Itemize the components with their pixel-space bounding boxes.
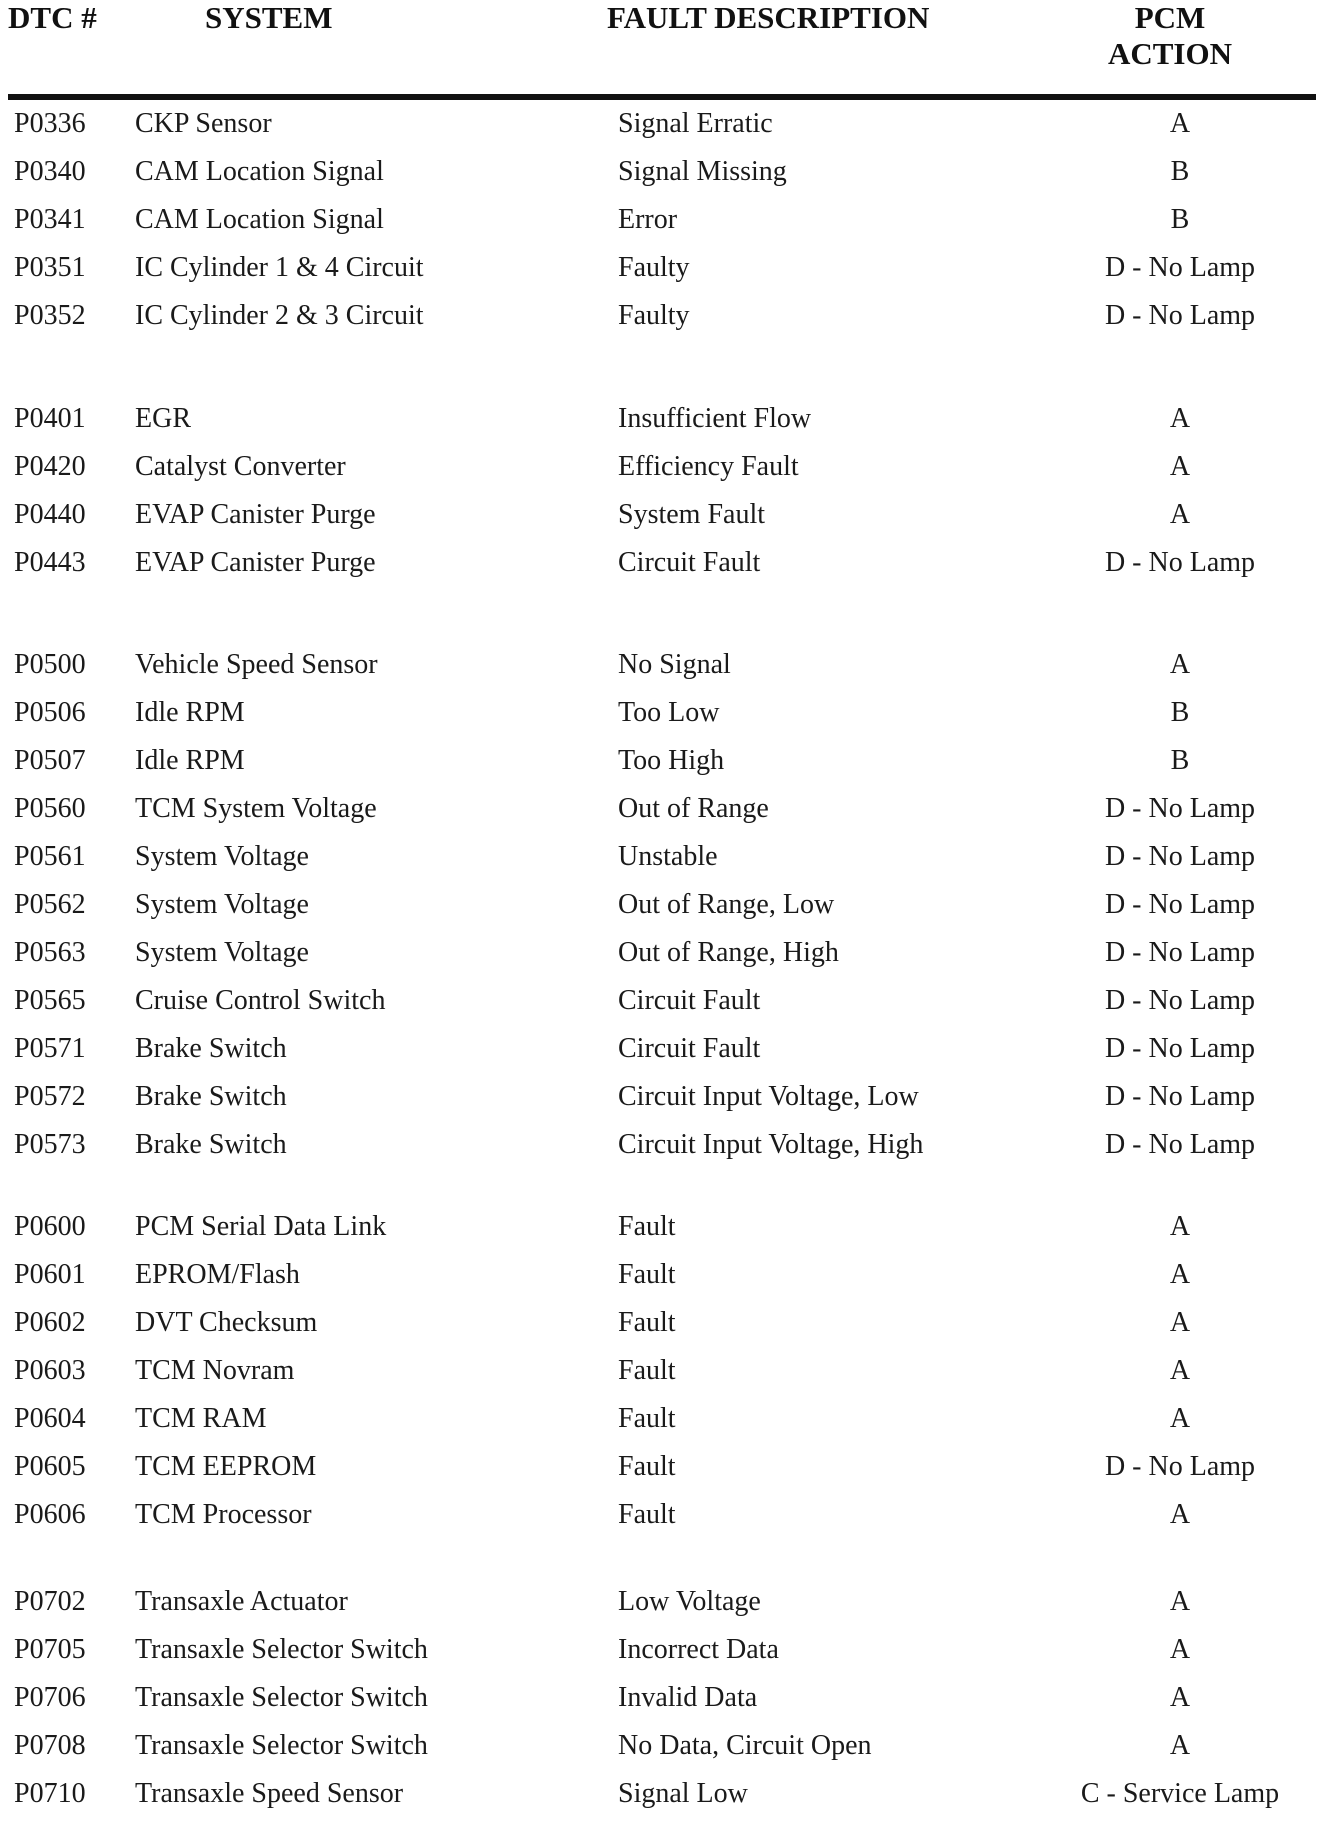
pcm-action: C - Service Lamp bbox=[1080, 1778, 1280, 1809]
fault-description: Error bbox=[618, 204, 678, 235]
fault-description: Signal Low bbox=[618, 1778, 748, 1809]
fault-description: Low Voltage bbox=[618, 1586, 761, 1617]
table-row bbox=[0, 397, 1328, 441]
pcm-action: D - No Lamp bbox=[1104, 841, 1256, 872]
fault-description: Insufficient Flow bbox=[618, 403, 812, 434]
system-name: TCM Processor bbox=[135, 1499, 312, 1530]
dtc-code: P0562 bbox=[14, 889, 86, 920]
pcm-action: D - No Lamp bbox=[1104, 889, 1256, 920]
table-row bbox=[0, 1301, 1328, 1345]
pcm-action: A bbox=[1169, 649, 1191, 680]
fault-description: Circuit Input Voltage, Low bbox=[618, 1081, 919, 1112]
pcm-action: A bbox=[1169, 108, 1191, 139]
dtc-code: P0601 bbox=[14, 1259, 86, 1290]
table-row bbox=[0, 931, 1328, 975]
dtc-code: P0506 bbox=[14, 697, 86, 728]
table-row bbox=[0, 643, 1328, 687]
pcm-action: D - No Lamp bbox=[1104, 1129, 1256, 1160]
system-name: Brake Switch bbox=[135, 1081, 287, 1112]
table-row bbox=[0, 739, 1328, 783]
pcm-action: A bbox=[1169, 1586, 1191, 1617]
dtc-code: P0604 bbox=[14, 1403, 86, 1434]
table-row bbox=[0, 294, 1328, 338]
dtc-code: P0401 bbox=[14, 403, 86, 434]
table-row bbox=[0, 1205, 1328, 1249]
system-name: Transaxle Selector Switch bbox=[135, 1730, 428, 1761]
system-name: PCM Serial Data Link bbox=[135, 1211, 387, 1242]
fault-description: Fault bbox=[618, 1499, 676, 1530]
dtc-code: P0572 bbox=[14, 1081, 86, 1112]
dtc-code: P0500 bbox=[14, 649, 86, 680]
table-row bbox=[0, 979, 1328, 1023]
pcm-action: D - No Lamp bbox=[1104, 1451, 1256, 1482]
dtc-code: P0705 bbox=[14, 1634, 86, 1665]
dtc-code: P0573 bbox=[14, 1129, 86, 1160]
fault-description: Fault bbox=[618, 1451, 676, 1482]
system-name: CKP Sensor bbox=[135, 108, 272, 139]
fault-description: Circuit Fault bbox=[618, 985, 761, 1016]
table-row bbox=[0, 150, 1328, 194]
dtc-code: P0440 bbox=[14, 499, 86, 530]
pcm-action: D - No Lamp bbox=[1104, 1081, 1256, 1112]
table-row bbox=[0, 1445, 1328, 1489]
system-name: EPROM/Flash bbox=[135, 1259, 300, 1290]
table-row bbox=[0, 445, 1328, 489]
dtc-code: P0605 bbox=[14, 1451, 86, 1482]
fault-description: Fault bbox=[618, 1307, 676, 1338]
system-name: Brake Switch bbox=[135, 1129, 287, 1160]
system-name: Idle RPM bbox=[135, 745, 245, 776]
system-name: CAM Location Signal bbox=[135, 204, 384, 235]
pcm-action: A bbox=[1169, 1730, 1191, 1761]
system-name: Brake Switch bbox=[135, 1033, 287, 1064]
pcm-action: B bbox=[1170, 204, 1190, 235]
table-row bbox=[0, 1676, 1328, 1720]
column-header-pcm-line2: ACTION bbox=[1107, 36, 1232, 71]
dtc-code: P0571 bbox=[14, 1033, 86, 1064]
dtc-code: P0561 bbox=[14, 841, 86, 872]
fault-description: Incorrect Data bbox=[618, 1634, 779, 1665]
fault-description: Invalid Data bbox=[618, 1682, 758, 1713]
table-row bbox=[0, 198, 1328, 242]
dtc-code: P0340 bbox=[14, 156, 86, 187]
system-name: IC Cylinder 2 & 3 Circuit bbox=[135, 300, 424, 331]
system-name: Idle RPM bbox=[135, 697, 245, 728]
fault-description: Circuit Fault bbox=[618, 1033, 761, 1064]
table-row bbox=[0, 1349, 1328, 1393]
table-row bbox=[0, 1123, 1328, 1167]
fault-description: Faulty bbox=[618, 252, 690, 283]
table-row bbox=[0, 1772, 1328, 1816]
system-name: EGR bbox=[135, 403, 191, 434]
table-row bbox=[0, 541, 1328, 585]
fault-description: Signal Erratic bbox=[618, 108, 773, 139]
system-name: EVAP Canister Purge bbox=[135, 499, 376, 530]
system-name: TCM RAM bbox=[135, 1403, 267, 1434]
pcm-action: D - No Lamp bbox=[1104, 793, 1256, 824]
table-row bbox=[0, 1075, 1328, 1119]
table-row bbox=[0, 883, 1328, 927]
table-row bbox=[0, 1493, 1328, 1537]
pcm-action: A bbox=[1169, 1634, 1191, 1665]
pcm-action: B bbox=[1170, 697, 1190, 728]
system-name: Transaxle Speed Sensor bbox=[135, 1778, 404, 1809]
table-row bbox=[0, 1253, 1328, 1297]
system-name: Transaxle Selector Switch bbox=[135, 1682, 428, 1713]
pcm-action: D - No Lamp bbox=[1104, 937, 1256, 968]
pcm-action: A bbox=[1169, 1307, 1191, 1338]
table-row bbox=[0, 1580, 1328, 1624]
dtc-code: P0443 bbox=[14, 547, 86, 578]
pcm-action: A bbox=[1169, 1355, 1191, 1386]
table-row bbox=[0, 493, 1328, 537]
pcm-action: A bbox=[1169, 1499, 1191, 1530]
table-row bbox=[0, 246, 1328, 290]
fault-description: No Data, Circuit Open bbox=[618, 1730, 872, 1761]
column-header-dtc: DTC # bbox=[8, 0, 97, 35]
pcm-action: D - No Lamp bbox=[1104, 1033, 1256, 1064]
dtc-code: P0352 bbox=[14, 300, 86, 331]
dtc-code: P0606 bbox=[14, 1499, 86, 1530]
dtc-code: P0565 bbox=[14, 985, 86, 1016]
column-header-pcm-line1: PCM bbox=[1134, 0, 1206, 35]
fault-description: Out of Range, High bbox=[618, 937, 839, 968]
fault-description: Out of Range, Low bbox=[618, 889, 835, 920]
pcm-action: D - No Lamp bbox=[1104, 252, 1256, 283]
system-name: DVT Checksum bbox=[135, 1307, 318, 1338]
dtc-code: P0702 bbox=[14, 1586, 86, 1617]
pcm-action: A bbox=[1169, 1259, 1191, 1290]
dtc-code: P0341 bbox=[14, 204, 86, 235]
dtc-code: P0560 bbox=[14, 793, 86, 824]
table-row bbox=[0, 691, 1328, 735]
dtc-code: P0603 bbox=[14, 1355, 86, 1386]
pcm-action: A bbox=[1169, 499, 1191, 530]
fault-description: Circuit Input Voltage, High bbox=[618, 1129, 924, 1160]
pcm-action: A bbox=[1169, 1403, 1191, 1434]
pcm-action: A bbox=[1169, 1682, 1191, 1713]
pcm-action: B bbox=[1170, 745, 1190, 776]
pcm-action: A bbox=[1169, 403, 1191, 434]
column-header-system: SYSTEM bbox=[205, 0, 333, 35]
dtc-code: P0710 bbox=[14, 1778, 86, 1809]
system-name: Transaxle Selector Switch bbox=[135, 1634, 428, 1665]
system-name: System Voltage bbox=[135, 937, 309, 968]
dtc-code: P0706 bbox=[14, 1682, 86, 1713]
system-name: TCM EEPROM bbox=[135, 1451, 317, 1482]
system-name: Cruise Control Switch bbox=[135, 985, 386, 1016]
system-name: TCM System Voltage bbox=[135, 793, 377, 824]
system-name: CAM Location Signal bbox=[135, 156, 384, 187]
pcm-action: D - No Lamp bbox=[1104, 300, 1256, 331]
table-row bbox=[0, 102, 1328, 146]
dtc-code: P0507 bbox=[14, 745, 86, 776]
dtc-code: P0336 bbox=[14, 108, 86, 139]
system-name: Vehicle Speed Sensor bbox=[135, 649, 378, 680]
fault-description: Unstable bbox=[618, 841, 718, 872]
dtc-code: P0602 bbox=[14, 1307, 86, 1338]
fault-description: Faulty bbox=[618, 300, 690, 331]
fault-description: Efficiency Fault bbox=[618, 451, 799, 482]
table-row bbox=[0, 835, 1328, 879]
table-row bbox=[0, 1397, 1328, 1441]
table-row bbox=[0, 1724, 1328, 1768]
dtc-code: P0351 bbox=[14, 252, 86, 283]
fault-description: System Fault bbox=[618, 499, 766, 530]
table-row bbox=[0, 787, 1328, 831]
dtc-code: P0600 bbox=[14, 1211, 86, 1242]
system-name: Transaxle Actuator bbox=[135, 1586, 348, 1617]
system-name: IC Cylinder 1 & 4 Circuit bbox=[135, 252, 424, 283]
system-name: System Voltage bbox=[135, 841, 309, 872]
pcm-action: B bbox=[1170, 156, 1190, 187]
fault-description: Fault bbox=[618, 1403, 676, 1434]
fault-description: Fault bbox=[618, 1355, 676, 1386]
fault-description: Out of Range bbox=[618, 793, 769, 824]
fault-description: Fault bbox=[618, 1211, 676, 1242]
system-name: Catalyst Converter bbox=[135, 451, 346, 482]
fault-description: Too Low bbox=[618, 697, 720, 728]
dtc-code: P0563 bbox=[14, 937, 86, 968]
fault-description: Signal Missing bbox=[618, 156, 787, 187]
pcm-action: A bbox=[1169, 451, 1191, 482]
fault-description: Too High bbox=[618, 745, 725, 776]
pcm-action: D - No Lamp bbox=[1104, 547, 1256, 578]
dtc-code: P0420 bbox=[14, 451, 86, 482]
table-row bbox=[0, 1628, 1328, 1672]
system-name: EVAP Canister Purge bbox=[135, 547, 376, 578]
system-name: TCM Novram bbox=[135, 1355, 295, 1386]
table-row bbox=[0, 1027, 1328, 1071]
fault-description: Circuit Fault bbox=[618, 547, 761, 578]
pcm-action: A bbox=[1169, 1211, 1191, 1242]
column-header-fault-description: FAULT DESCRIPTION bbox=[607, 0, 930, 35]
fault-description: Fault bbox=[618, 1259, 676, 1290]
dtc-code: P0708 bbox=[14, 1730, 86, 1761]
system-name: System Voltage bbox=[135, 889, 309, 920]
pcm-action: D - No Lamp bbox=[1104, 985, 1256, 1016]
fault-description: No Signal bbox=[618, 649, 731, 680]
